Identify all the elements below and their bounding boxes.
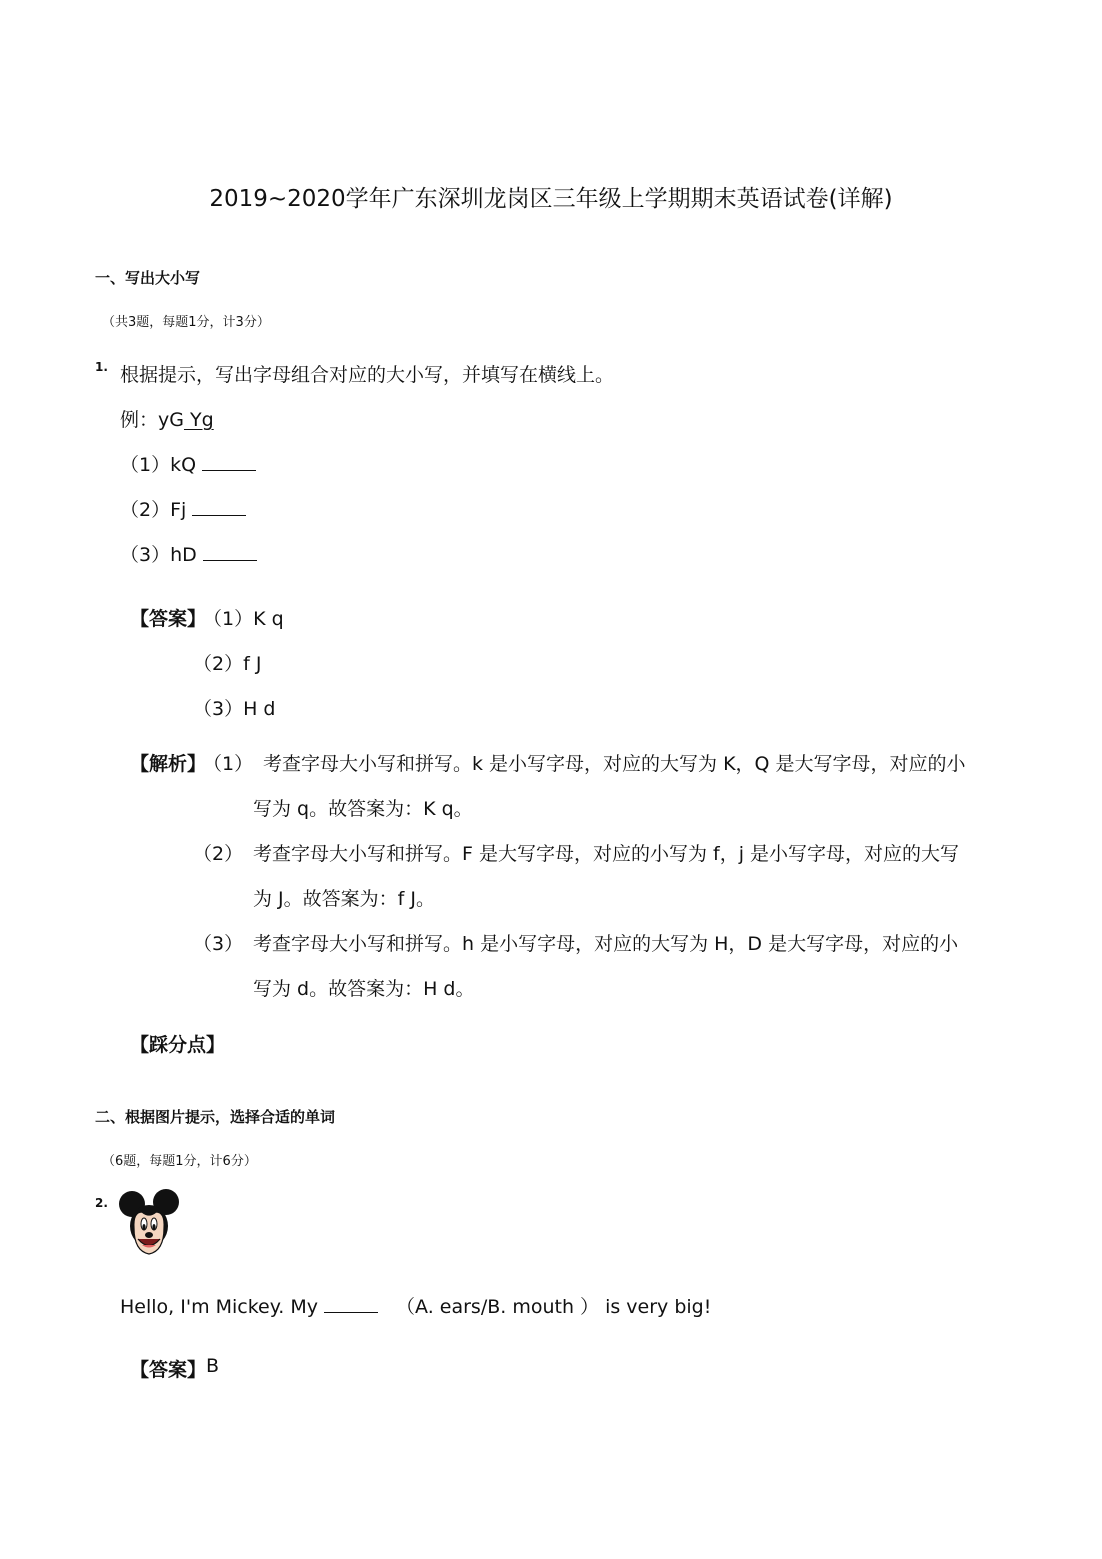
analysis-text-3b: 写为 d。故答案为：H d。 [253, 978, 475, 1000]
analysis-label: 【解析】 [130, 753, 207, 775]
analysis-index-1: （1） [203, 753, 254, 775]
question-number-2: 2. [95, 1196, 108, 1210]
item-index: （1） [120, 454, 171, 476]
answer-line-1: （1）K q [203, 608, 284, 630]
mickey-mouse-face-icon [118, 1188, 180, 1270]
section-heading-2: 二、根据图片提示，选择合适的单词 [95, 1108, 336, 1126]
answer-label-2: 【答案】 [130, 1359, 207, 1381]
item-text: Fj [170, 499, 187, 521]
item-text: hD [170, 544, 197, 566]
analysis-text-1b: 写为 q。故答案为：K q。 [253, 798, 473, 820]
section-meta-2: （6题，每题1分，计6分） [102, 1154, 257, 1169]
answer-value-2: B [206, 1355, 220, 1377]
example-answer: Yg [183, 409, 214, 431]
answer-blank[interactable] [203, 542, 257, 561]
item-text: kQ [170, 454, 197, 476]
page-title: 2019~2020学年广东深圳龙岗区三年级上学期期末英语试卷(详解) [209, 186, 893, 212]
question-prompt-1: 根据提示，写出字母组合对应的大小写，并填写在横线上。 [120, 364, 615, 386]
section-meta-1: （共3题，每题1分，计3分） [102, 315, 270, 330]
question-sentence-2 [120, 1292, 711, 1319]
answer-line-3: （3）H d [193, 698, 276, 720]
sentence-part-b: （A. ears/B. mouth ） is very big! [396, 1296, 712, 1318]
example-label: 例：yG [120, 409, 184, 431]
fill-item-2 [120, 495, 246, 522]
analysis-text-2b: 为 J。故答案为：f J。 [253, 888, 435, 910]
fill-item-1 [120, 450, 256, 477]
fill-item-3 [120, 540, 257, 567]
answer-blank[interactable] [202, 452, 256, 471]
answer-label-1: 【答案】 [130, 608, 207, 630]
answer-blank[interactable] [324, 1294, 378, 1313]
question-number-1: 1. [95, 360, 108, 374]
example-line [120, 405, 214, 432]
answer-blank[interactable] [192, 497, 246, 516]
item-index: （3） [120, 544, 171, 566]
analysis-text-2a: 考查字母大小写和拼写。F 是大写字母，对应的小写为 f，j 是小写字母，对应的大写 [253, 843, 960, 865]
section-heading-1: 一、写出大小写 [95, 269, 201, 287]
analysis-text-3a: 考查字母大小写和拼写。h 是小写字母，对应的大写为 H，D 是大写字母，对应的小 [253, 933, 959, 955]
points-label: 【踩分点】 [130, 1034, 226, 1056]
analysis-text-1a: 考查字母大小写和拼写。k 是小写字母，对应的大写为 K，Q 是大写字母，对应的小 [263, 753, 966, 775]
analysis-index-3: （3） [193, 933, 244, 955]
item-index: （2） [120, 499, 171, 521]
analysis-index-2: （2） [193, 843, 244, 865]
answer-line-2: （2）f J [193, 653, 262, 675]
sentence-part-a: Hello, I'm Mickey. My [120, 1296, 318, 1318]
